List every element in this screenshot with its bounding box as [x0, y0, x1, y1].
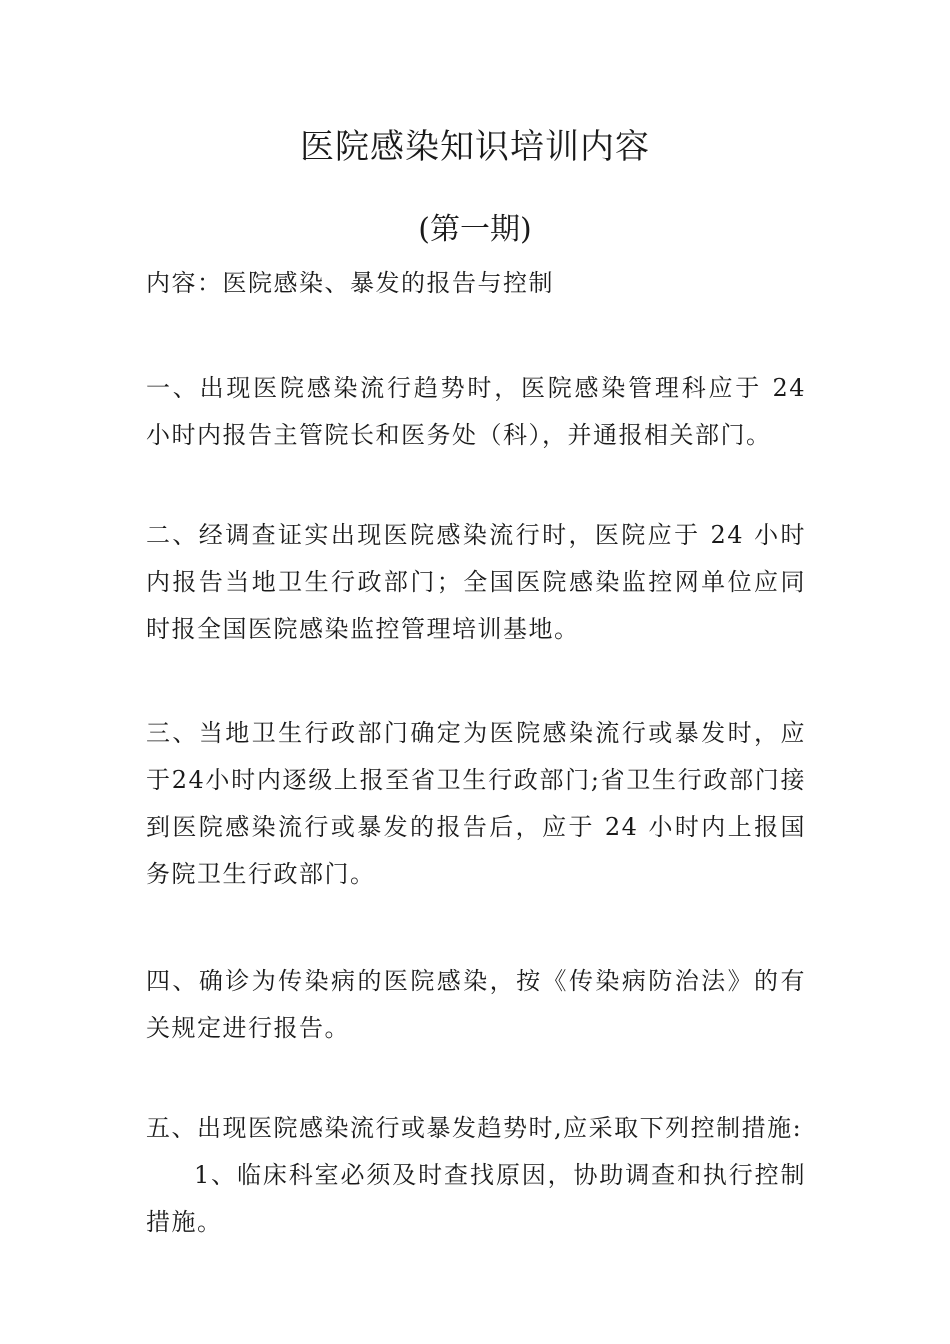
paragraph-5: 五、出现医院感染流行或暴发趋势时,应采取下列控制措施: — [146, 1114, 803, 1142]
paragraph-4: 四、确诊为传染病的医院感染，按《传染病防治法》的有关规定进行报告。 — [146, 967, 806, 1042]
document-title: 医院感染知识培训内容 — [300, 127, 650, 167]
paragraph-2: 二、经调查证实出现医院感染流行时，医院应于 24 小时内报告当地卫生行政部门；全国医院感染监控网单位应同时报全国医院感染监控管理培训基地。 — [146, 521, 806, 643]
paragraph-1: 一、出现医院感染流行趋势时，医院感染管理科应于 24 小时内报告主管院长和医务处（科），并通报相关部门。 — [146, 374, 806, 449]
issue-number: (第一期) — [418, 212, 532, 247]
document-subtitle — [0, 205, 950, 255]
paragraph-5-item-1: 1、临床科室必须及时查找原因，协助调查和执行控制措施。 — [146, 1161, 806, 1236]
content-summary: 内容：医院感染、暴发的报告与控制 — [146, 269, 554, 297]
paragraph-3: 三、当地卫生行政部门确定为医院感染流行或暴发时，应于24小时内逐级上报至省卫生行政部门;省卫生行政部门接到医院感染流行或暴发的报告后，应于 24 小时内上报国务院卫生行政部门。 — [146, 719, 806, 888]
